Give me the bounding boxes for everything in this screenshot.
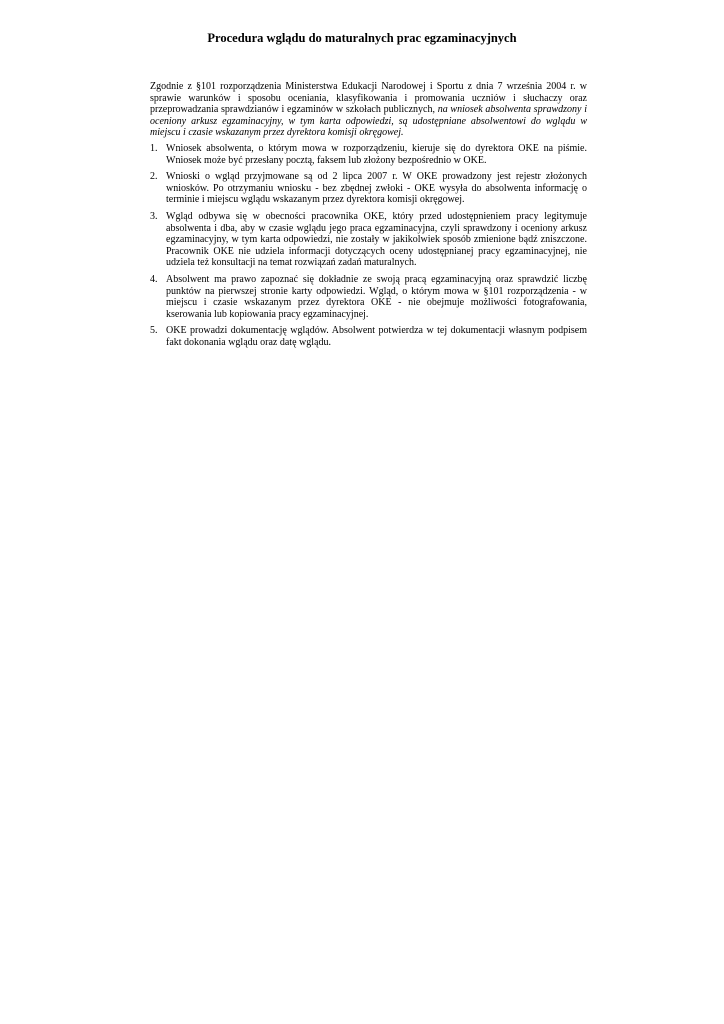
- list-item: [150, 143, 587, 166]
- intro-italic-text: na wniosek absolwenta sprawdzony i oceniony arkusz egzaminacyjny, w tym karta odpowiedzi, są udostępniane absolwentowi do wglądu w miejscu i czasie wskazanym przez dyrektora komisji okręgowej.: [150, 104, 587, 139]
- list-item-number: 1.: [150, 142, 158, 154]
- list-item: [150, 211, 587, 269]
- list-item-number: 2.: [150, 171, 158, 183]
- list-item-number: 5.: [150, 325, 158, 337]
- list-item-number: 4.: [150, 273, 158, 285]
- list-item-text: Wniosek absolwenta, o którym mowa w rozporządzeniu, kieruje się do dyrektora OKE na piśmie. Wniosek może być przesłany pocztą, faksem lub złożony bezpośrednio w OKE.: [166, 142, 587, 166]
- list-item-text: Absolwent ma prawo zapoznać się dokładnie ze swoją pracą egzaminacyjną oraz sprawdzić liczbę punktów na pierwszej stronie karty odpowiedzi. Wgląd, o którym mowa w §101 rozporządzenia - w miejscu i czasie wskazanym przez dyrektora OKE - nie obejmuje możliwości fotografowania, kserowania lub kopiowania pracy egzaminacyjnej.: [166, 273, 587, 320]
- intro-plain-text: Zgodnie z §101 rozporządzenia Ministerstwa Edukacji Narodowej i Sportu z dnia 7 września 2004 r. w sprawie warunków i sposobu oceniania, klasyfikowania i promowania uczniów i słuchaczy oraz przeprowadzania sprawdzianów i egzaminów w szkołach publicznych,: [150, 81, 587, 116]
- list-item-number: 3.: [150, 210, 158, 222]
- list-item: [150, 325, 587, 348]
- procedure-list: [150, 143, 587, 349]
- document-title: Procedura wglądu do maturalnych prac egzaminacyjnych: [207, 31, 517, 45]
- list-item: [150, 171, 587, 206]
- document-body: [150, 81, 587, 353]
- list-item: [150, 274, 587, 320]
- list-item-text: Wnioski o wgląd przyjmowane są od 2 lipca 2007 r. W OKE prowadzony jest rejestr złożonych wniosków. Po otrzymaniu wniosku - bez zbędnej zwłoki - OKE wysyła do absolwenta informację o terminie i miejscu wglądu wskazanym przez dyrektora komisji okręgowej.: [166, 171, 587, 206]
- intro-paragraph: [150, 81, 587, 139]
- list-item-text: OKE prowadzi dokumentację wglądów. Absolwent potwierdza w tej dokumentacji własnym podpisem fakt dokonania wglądu oraz datę wglądu.: [166, 325, 587, 348]
- list-item-text: Wgląd odbywa się w obecności pracownika OKE, który przed udostępnieniem pracy legitymuje absolwenta i dba, aby w czasie wglądu jego praca egzaminacyjna, czyli sprawdzony i oceniony arkusz egzaminacyjny, w tym karta odpowiedzi, nie zostały w jakikolwiek sposób zmienione bądź zniszczone. Pracownik OKE nie udziela informacji dotyczących oceny udostępnianej pracy egzaminacyjnej, nie udziela też konsultacji na temat rozwiązań zadań maturalnych.: [166, 210, 587, 269]
